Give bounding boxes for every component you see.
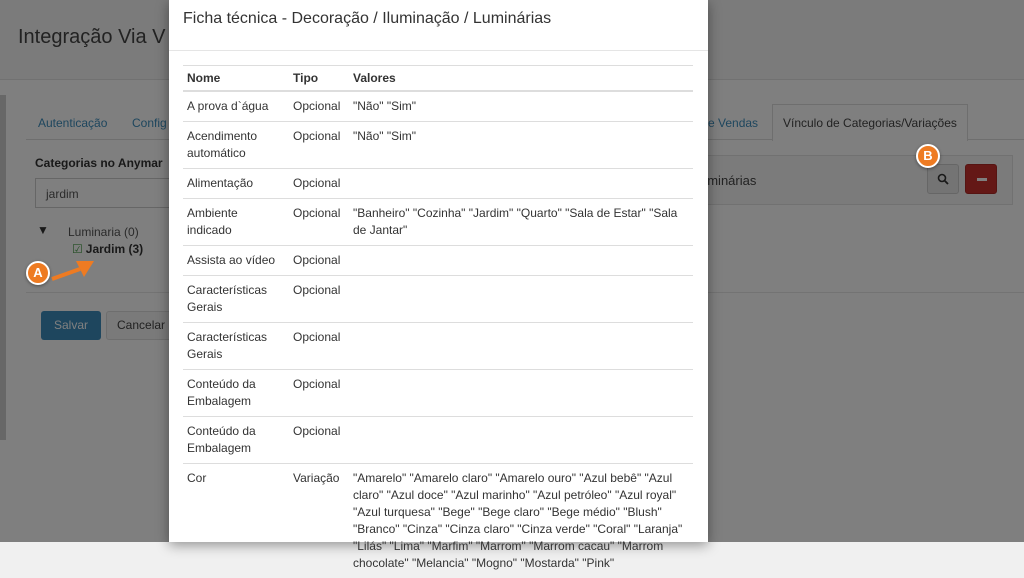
modal-header [169,0,708,51]
cell-nome: Acendimento automático [183,122,289,169]
modal-body [169,51,708,578]
table-row [183,323,693,370]
modal-title: Ficha técnica - Decoração / Iluminação / Luminárias [183,10,694,28]
technical-sheet-modal [169,0,708,542]
column-header-tipo: Tipo [289,66,349,92]
cell-nome: Características Gerais [183,323,289,370]
cell-tipo: Opcional [289,323,349,370]
table-row [183,122,693,169]
arrow-annotation-icon [50,255,100,285]
cell-valores [349,417,693,464]
table-row [183,169,693,199]
cell-tipo: Opcional [289,122,349,169]
cell-tipo: Opcional [289,91,349,122]
table-row [183,199,693,246]
cell-valores: "Banheiro" "Cozinha" "Jardim" "Quarto" "Sala de Estar" "Sala de Jantar" [349,199,693,246]
table-row [183,464,693,578]
cell-nome: Assista ao vídeo [183,246,289,276]
cell-nome: Ambiente indicado [183,199,289,246]
table-header-row [183,66,693,92]
cell-tipo: Variação [289,464,349,578]
cell-valores [349,370,693,417]
cell-nome: Características Gerais [183,276,289,323]
table-row [183,417,693,464]
table-row [183,246,693,276]
column-header-valores: Valores [349,66,693,92]
cell-valores [349,276,693,323]
cell-tipo: Opcional [289,370,349,417]
cell-nome: Cor [183,464,289,578]
table-row [183,276,693,323]
attributes-table [183,65,693,578]
annotation-marker-a: A [26,261,50,285]
cell-valores: "Não" "Sim" [349,122,693,169]
table-row [183,91,693,122]
cell-tipo: Opcional [289,276,349,323]
cell-nome: Conteúdo da Embalagem [183,417,289,464]
cell-valores: "Amarelo" "Amarelo claro" "Amarelo ouro" "Azul bebê" "Azul claro" "Azul doce" "Azul marinho" "Azul petróleo" "Azul royal" "Azul turquesa" "Bege" "Bege claro" "Bege médio" "Blush" "Branco" "Cinza" "Cinza claro" "Cinza verde" "Coral" "Laranja" "Lilás" "Lima" "Marfim" "Marrom" "Marrom cacau" "Marrom chocolate" "Melancia" "Mogno" "Mostarda" "Pink" [349,464,693,578]
cell-valores: "Não" "Sim" [349,91,693,122]
cell-tipo: Opcional [289,246,349,276]
cell-nome: A prova d`água [183,91,289,122]
cell-valores [349,323,693,370]
cell-tipo: Opcional [289,199,349,246]
annotation-marker-b: B [916,144,940,168]
cell-tipo: Opcional [289,417,349,464]
cell-valores [349,169,693,199]
cell-nome: Alimentação [183,169,289,199]
cell-tipo: Opcional [289,169,349,199]
cell-valores [349,246,693,276]
cell-nome: Conteúdo da Embalagem [183,370,289,417]
table-row [183,370,693,417]
column-header-nome: Nome [183,66,289,92]
